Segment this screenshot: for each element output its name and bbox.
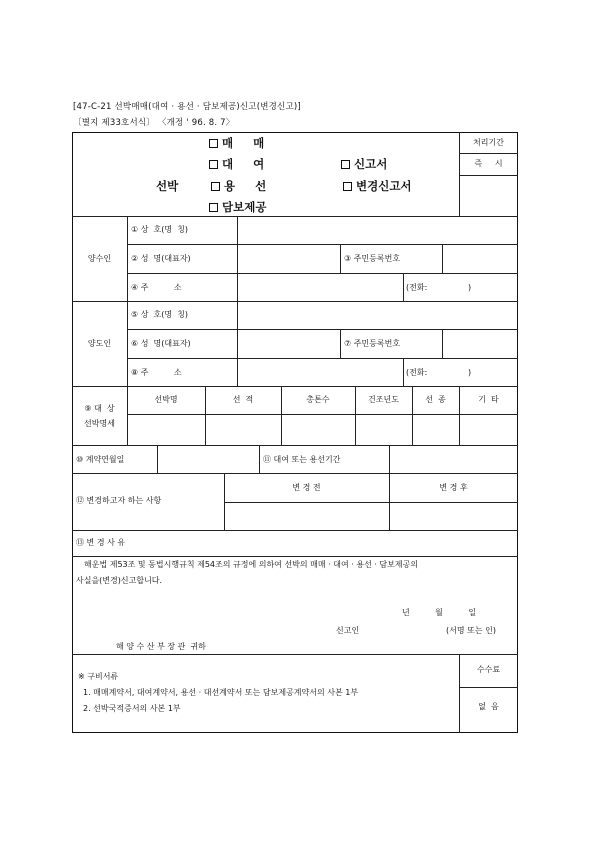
ship-col-header: 총톤수 — [306, 395, 330, 404]
transferee-name-label: ① 상 호(명 칭) — [131, 225, 189, 234]
attachment-item: 1. 매매계약서, 대여계약서, 용선 · 대선계약서 또는 담보제공계약서의 사본 1부 — [83, 688, 359, 697]
recipient: 해 양 수 산 부 장 관 귀하 — [116, 642, 206, 651]
ship-type-field[interactable] — [413, 415, 458, 444]
ship-other-field[interactable] — [460, 415, 517, 444]
transferor-address-field[interactable] — [238, 359, 402, 385]
transferor-rep-label: ⑥ 성 명(대표자) — [131, 339, 191, 348]
checkbox-icon[interactable] — [341, 160, 350, 169]
transferor-regno-field[interactable] — [443, 330, 517, 357]
ship-detail-label-line2: 선박명세 — [84, 419, 115, 428]
ship-col-header: 선 적 — [232, 395, 254, 404]
option-collateral-label: 담보제공 — [222, 200, 267, 214]
change-after-field[interactable] — [390, 503, 517, 529]
form-code-header: [47-C-21 선박매매(대여 · 용선 · 담보제공)신고(변경신고)] — [73, 102, 301, 112]
change-before-field[interactable] — [225, 503, 388, 529]
divider — [340, 329, 341, 358]
option-lease-label: 대 여 — [222, 157, 265, 171]
transferee-address-field[interactable] — [238, 274, 402, 300]
transferor-name-field[interactable] — [238, 302, 517, 328]
declaration-date: 년 월 일 — [402, 608, 477, 617]
option-report-label: 신고서 — [354, 157, 388, 171]
attachment-item: 2. 선박국적증서의 사본 1부 — [83, 704, 181, 713]
option-charter-label: 용 선 — [224, 179, 267, 193]
declaration-text: 해운법 제53조 및 동법시행규칙 제54조의 규정에 의하여 선박의 매매 · 대여 · 용선 · 담보제공의 — [84, 560, 419, 569]
divider — [72, 556, 518, 557]
transferee-rep-label: ② 성 명(대표자) — [131, 254, 191, 263]
ship-col-header: 기 타 — [478, 395, 499, 404]
checkbox-icon[interactable] — [211, 182, 220, 191]
divider — [403, 273, 404, 301]
option-lease[interactable] — [209, 159, 264, 171]
divider — [72, 386, 518, 387]
lease-period-field[interactable] — [390, 446, 517, 472]
option-change-report-label: 변경신고서 — [356, 179, 412, 193]
divider — [459, 687, 518, 688]
transferor-phone-label: (전화: ) — [406, 368, 472, 377]
ship-tonnage-field[interactable] — [282, 415, 354, 444]
divider — [127, 216, 128, 445]
declaration-text: 사실을(변경)신고합니다. — [76, 576, 163, 585]
transferee-name-field[interactable] — [238, 217, 517, 243]
option-sale[interactable] — [209, 138, 264, 150]
ship-col-header: 선 종 — [425, 395, 446, 404]
transferee-address-label: ④ 주 소 — [131, 283, 182, 292]
option-charter[interactable] — [211, 181, 266, 193]
change-reason-field[interactable] — [160, 531, 517, 555]
change-item-label: ⑫ 변경하고자 하는 사항 — [76, 496, 162, 505]
transferor-rep-field[interactable] — [238, 330, 339, 357]
transferee-label: 양수인 — [87, 254, 112, 263]
change-after-header: 변 경 후 — [439, 483, 468, 492]
contract-date-label: ⑩ 계약연월일 — [76, 455, 125, 464]
divider — [72, 473, 518, 474]
attachments-title: ※ 구비서류 — [78, 672, 119, 681]
transferee-regno-field[interactable] — [443, 245, 517, 272]
transferee-phone-label: (전화: ) — [406, 283, 472, 292]
checkbox-icon[interactable] — [209, 139, 218, 148]
divider — [340, 244, 341, 273]
ship-col-header: 선박명 — [154, 395, 178, 404]
divider — [459, 153, 518, 154]
transferee-rep-field[interactable] — [238, 245, 339, 272]
transferee-regno-label: ③ 주민등록번호 — [344, 254, 401, 263]
divider — [259, 445, 260, 473]
lease-period-label: ⑪ 대여 또는 용선기간 — [263, 455, 341, 464]
transferor-name-label: ⑤ 상 호(명 칭) — [131, 310, 189, 319]
processing-period-value: 즉 시 — [474, 159, 503, 168]
change-before-header: 변 경 전 — [292, 483, 321, 492]
processing-period-label: 처리기간 — [473, 138, 504, 147]
contract-date-field[interactable] — [158, 446, 258, 472]
title-prefix: 선박 — [156, 179, 179, 193]
divider — [459, 175, 518, 176]
ship-detail-label-line1: ⑨ 대 상 — [84, 404, 115, 413]
option-sale-label: 매 매 — [222, 136, 265, 150]
option-change-report[interactable] — [343, 181, 412, 193]
transferor-label: 양도인 — [87, 339, 112, 348]
applicant-label: 신고인 — [336, 626, 360, 635]
ship-registry-field[interactable] — [206, 415, 280, 444]
checkbox-icon[interactable] — [343, 182, 352, 191]
form-revision-header: 〔별지 제33호서식〕 〈개정 ' 96. 8. 7〉 — [73, 118, 235, 128]
transferor-regno-label: ⑦ 주민등록번호 — [344, 339, 401, 348]
signature-label: (서명 또는 인) — [446, 626, 496, 635]
checkbox-icon[interactable] — [209, 160, 218, 169]
fee-value: 없 음 — [478, 702, 499, 711]
option-collateral[interactable] — [209, 202, 266, 214]
ship-built-year-field[interactable] — [356, 415, 411, 444]
divider — [72, 654, 518, 655]
ship-col-header: 건조년도 — [368, 395, 399, 404]
checkbox-icon[interactable] — [209, 203, 218, 212]
transferor-address-label: ⑧ 주 소 — [131, 368, 182, 377]
option-report[interactable] — [341, 159, 387, 171]
ship-name-field[interactable] — [128, 415, 204, 444]
change-reason-label: ⑬ 변 경 사 유 — [76, 538, 126, 547]
fee-label: 수수료 — [476, 665, 501, 674]
divider — [403, 358, 404, 386]
